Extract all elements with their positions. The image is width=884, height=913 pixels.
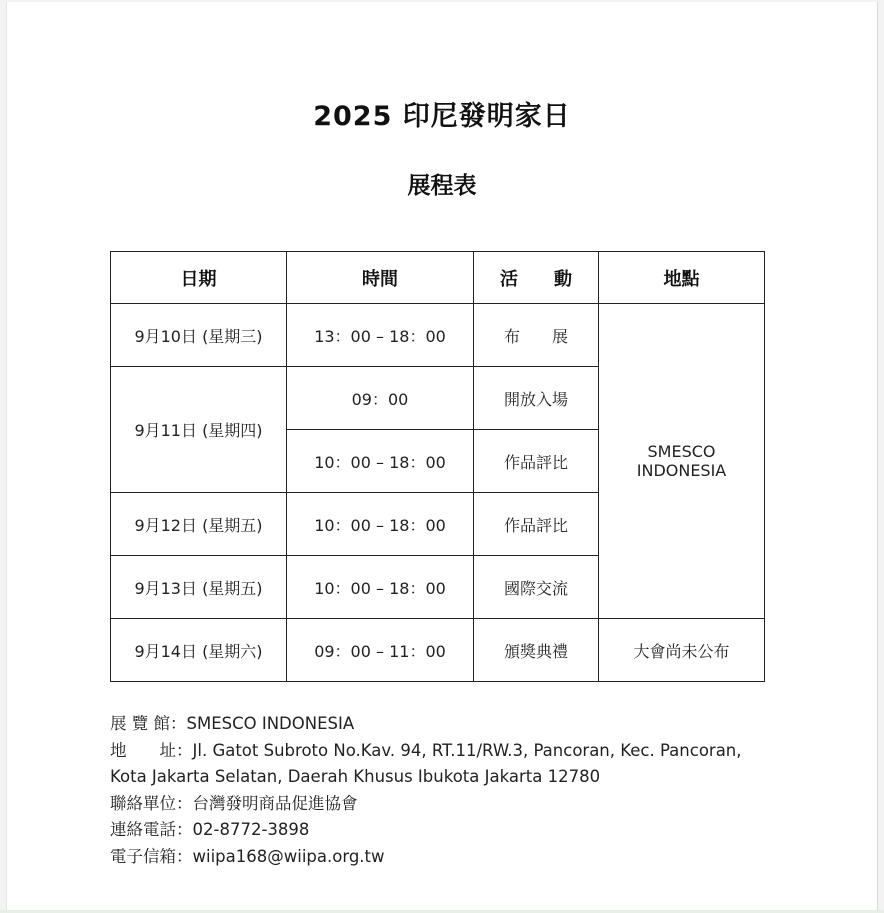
header-activity: 活 動 [474, 252, 599, 304]
table-header-row [111, 252, 765, 304]
schedule-table [110, 251, 765, 682]
date-cell: 9月14日 (星期六) [111, 619, 287, 682]
contact-info [110, 711, 760, 870]
activity-cell: 作品評比 [474, 430, 599, 493]
time-cell: 10：00 – 18：00 [287, 556, 474, 619]
time-cell: 13：00 – 18：00 [287, 304, 474, 367]
time-cell: 09：00 – 11：00 [287, 619, 474, 682]
table-row [111, 304, 765, 367]
phone-line: 連絡電話：02-8772-3898 [110, 820, 310, 839]
header-location: 地點 [599, 252, 765, 304]
organizer-line: 聯絡單位：台灣發明商品促進協會 [110, 793, 358, 813]
activity-cell: 布 展 [474, 304, 599, 367]
header-date: 日期 [111, 252, 287, 304]
location-line: INDONESIA [636, 461, 727, 480]
email-line: 電子信箱：wiipa168@wiipa.org.tw [110, 846, 385, 866]
page-subtitle: 展程表 [407, 173, 477, 199]
location-cell-main [599, 304, 765, 619]
activity-cell: 作品評比 [474, 493, 599, 556]
table-row [111, 619, 765, 682]
location-cell: 大會尚未公布 [599, 619, 765, 682]
activity-cell: 開放入場 [474, 367, 599, 430]
page-title: 2025 印尼發明家日 [313, 101, 571, 132]
location-line: SMESCO [647, 442, 716, 461]
header-time: 時間 [287, 252, 474, 304]
date-cell: 9月13日 (星期五) [111, 556, 287, 619]
address-line: 地 址：Jl. Gatot Subroto No.Kav. 94, RT.11/RW.3, Pancoran, Kec. Pancoran, [110, 740, 742, 760]
activity-cell: 頒獎典禮 [474, 619, 599, 682]
activity-cell: 國際交流 [474, 556, 599, 619]
venue-line: 展 覽 館：SMESCO INDONESIA [110, 714, 355, 733]
document-page [6, 2, 878, 910]
date-cell: 9月12日 (星期五) [111, 493, 287, 556]
address-line: Kota Jakarta Selatan, Daerah Khusus Ibukota Jakarta 12780 [110, 767, 601, 786]
time-cell: 10：00 – 18：00 [287, 493, 474, 556]
time-cell: 09：00 [287, 367, 474, 430]
date-cell: 9月11日 (星期四) [111, 367, 287, 493]
time-cell: 10：00 – 18：00 [287, 430, 474, 493]
date-cell: 9月10日 (星期三) [111, 304, 287, 367]
